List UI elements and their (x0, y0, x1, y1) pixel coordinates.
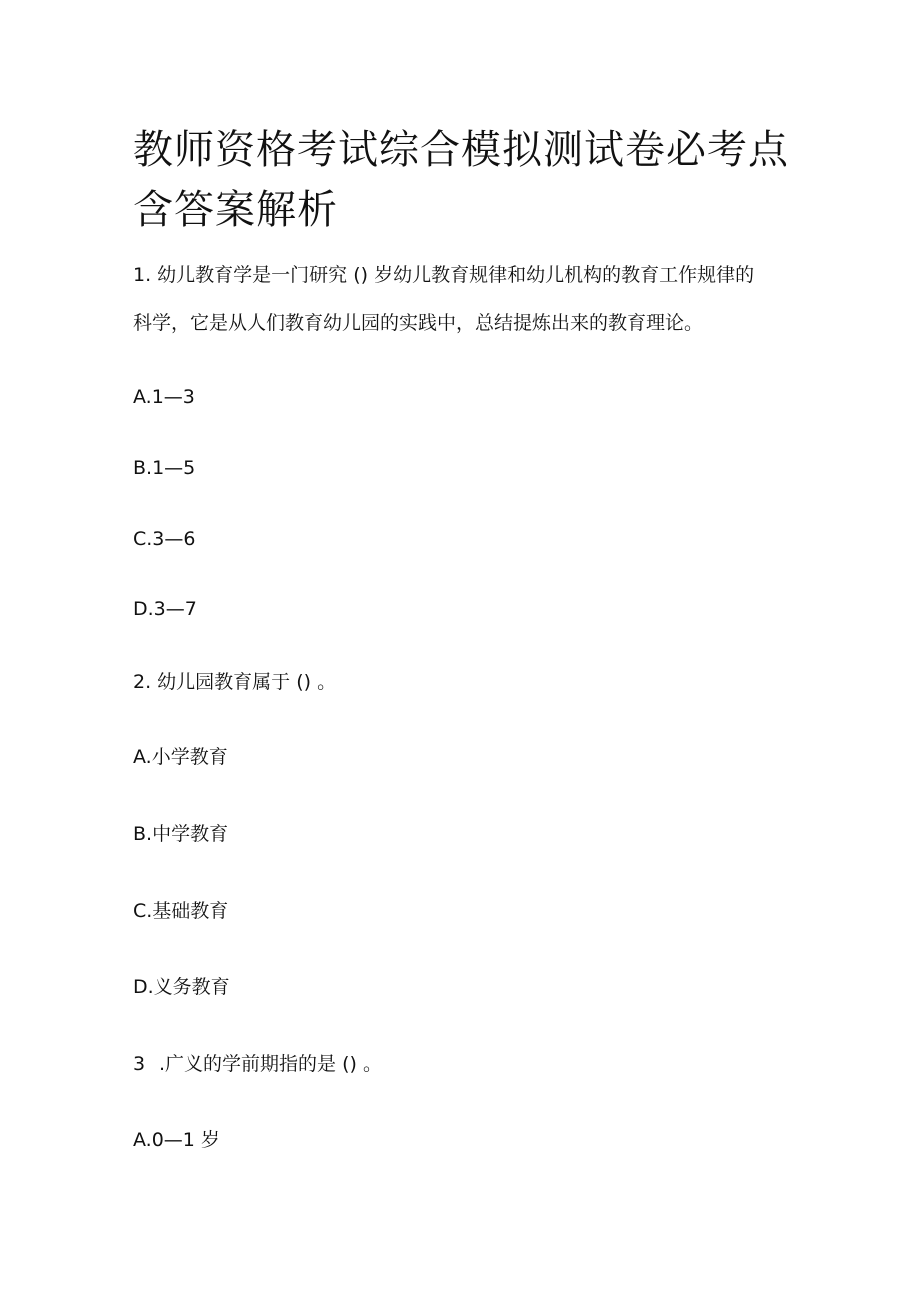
question-3-stem: .广义的学前期指的是 () 。 (159, 1053, 382, 1075)
question-2-option-b: B.中学教育 (133, 823, 229, 845)
question-2-option-c: C.基础教育 (133, 900, 229, 922)
document-title: 教师资格考试综合模拟测试卷必考点含答案解析 (133, 127, 789, 233)
question-2-stem: 2. 幼儿园教育属于 () 。 (133, 671, 337, 693)
question-3-number: 3 (133, 1053, 146, 1075)
question-1-stem-line-1: 1. 幼儿教育学是一门研究 () 岁幼儿教育规律和幼儿机构的教育工作规律的 (133, 264, 755, 286)
question-1-option-c: C.3—6 (133, 528, 196, 550)
question-3-option-a: A.0—1 岁 (133, 1129, 220, 1151)
question-3-stem-line (133, 1052, 382, 1076)
question-2-option-d: D.义务教育 (133, 976, 230, 998)
question-1-stem-line-2: 科学，它是从人们教育幼儿园的实践中，总结提炼出来的教育理论。 (133, 312, 704, 334)
question-2-option-a: A.小学教育 (133, 746, 228, 768)
question-1-option-d: D.3—7 (133, 598, 197, 620)
question-1-option-b: B.1—5 (133, 457, 196, 479)
question-1-option-a: A.1—3 (133, 386, 195, 408)
